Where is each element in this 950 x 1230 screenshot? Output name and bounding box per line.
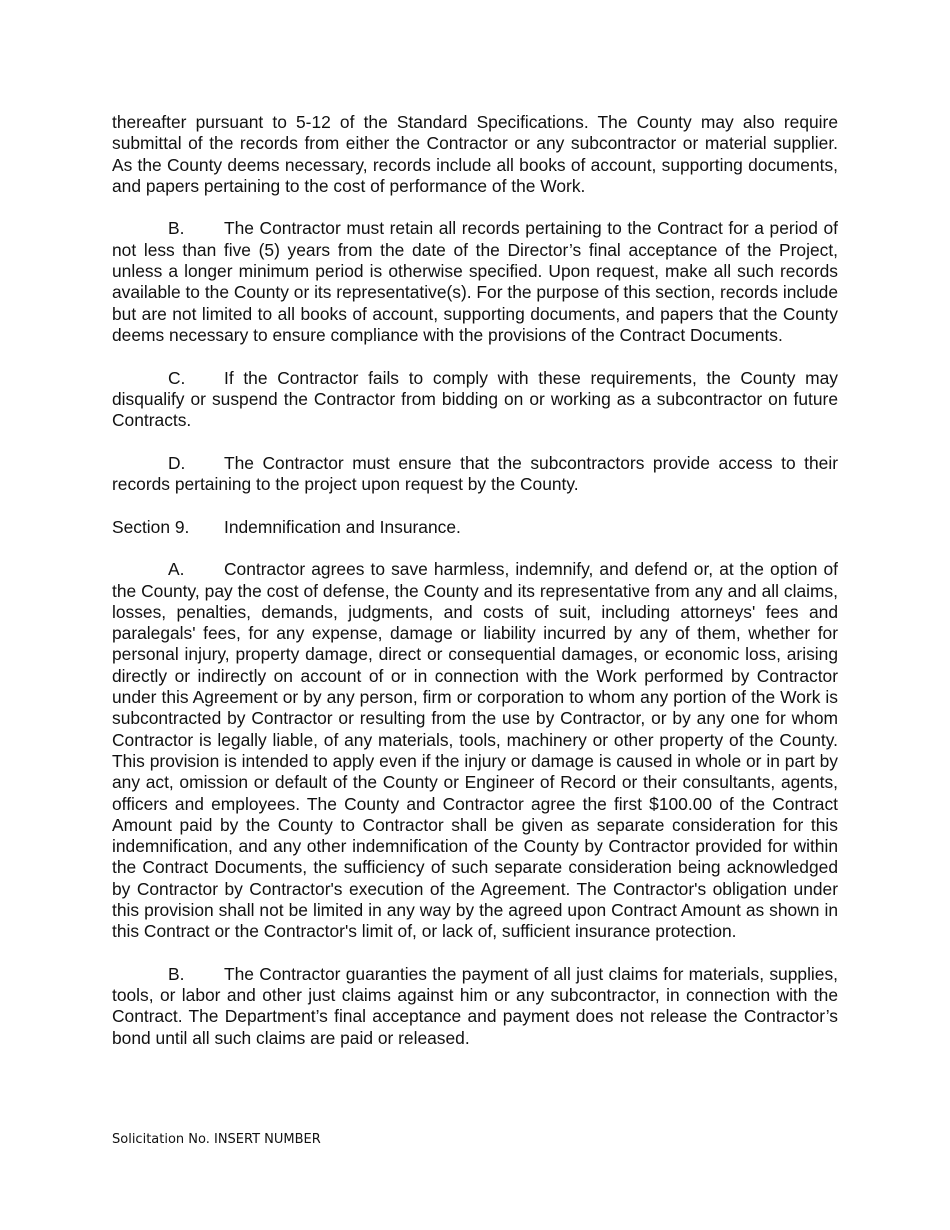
- paragraph-text: Contractor agrees to save harmless, indemnify, and defend or, at the option of the County, pay the cost of defense, the County and its representative from any and all claims, losses, penalties, demands, judgments, and costs of suit, including attorneys' fees and paralegals' fees, for any expense, damage or liability incurred by any of them, whether for personal injury, property damage, direct or consequential damages, or economic loss, arising directly or indirectly on account of or in connection with the Work performed by Contractor under this Agreement or by any person, firm or corporation to whom any portion of the Work is subcontracted by Contractor or resulting from the use by Contractor, or by any one for whom Contractor is legally liable, of any materials, tools, machinery or other property of the County. This provision is intended to apply even if the injury or damage is caused in whole or in part by any act, omission or default of the County or Engineer of Record or their consultants, agents, officers and employees. The County and Contractor agree the first $100.00 of the Contract Amount paid by the County to Contractor shall be given as separate consideration for this indemnification, and any other indemnification of the County by Contractor provided for within the Contract Documents, the sufficiency of such separate consideration being acknowledged by Contractor by Contractor's execution of the Agreement. The Contractor's obligation under this provision shall not be limited in any way by the agreed upon Contract Amount as shown in this Contract or the Contractor's limit of, or lack of, sufficient insurance protection.: [112, 559, 838, 942]
- paragraph-text: The Contractor must retain all records pertaining to the Contract for a period of not less than five (5) years from the date of the Director’s final acceptance of the Project, unless a longer minimum period is otherwise specified. Upon request, make all such records available to the County or its representative(s). For the purpose of this section, records include but are not limited to all books of account, supporting documents, and papers that the County deems necessary to ensure compliance with the provisions of the Contract Documents.: [112, 218, 838, 345]
- paragraph-intro: thereafter pursuant to 5-12 of the Standard Specifications. The County may also require submittal of the records from either the Contractor or any subcontractor or material supplier. As the County deems necessary, records include all books of account, supporting documents, and papers pertaining to the cost of performance of the Work.: [112, 112, 838, 196]
- paragraph-text: The Contractor must ensure that the subcontractors provide access to their records pertaining to the project upon request by the County.: [112, 452, 838, 495]
- paragraph-b-payment-guaranty: [112, 964, 838, 1049]
- paragraph-text: If the Contractor fails to comply with these requirements, the County may disqualify or suspend the Contractor from bidding on or working as a subcontractor on future Contracts.: [112, 367, 838, 431]
- paragraph-a-indemnification: [112, 559, 838, 942]
- paragraph-text: The Contractor guaranties the payment of all just claims for materials, supplies, tools, or labor and other just claims against him or any subcontractor, in connection with the Contract. The Department’s final acceptance and payment does not release the Contractor’s bond until all such claims are paid or released.: [112, 963, 838, 1048]
- paragraph-label: C.: [168, 367, 186, 388]
- section-title: Indemnification and Insurance.: [224, 516, 461, 537]
- paragraph-label: D.: [168, 452, 186, 473]
- paragraph-label: A.: [168, 559, 185, 580]
- paragraph-b-records-retention: [112, 218, 838, 346]
- section-heading: [112, 517, 838, 538]
- page-footer: Solicitation No. INSERT NUMBER: [112, 1132, 321, 1147]
- paragraph-c-noncompliance: [112, 368, 838, 432]
- section-number: Section 9.: [112, 516, 190, 537]
- paragraph-label: B.: [168, 963, 185, 984]
- document-body: [112, 112, 838, 1070]
- paragraph-label: B.: [168, 218, 185, 239]
- paragraph-d-subcontractor-access: [112, 453, 838, 496]
